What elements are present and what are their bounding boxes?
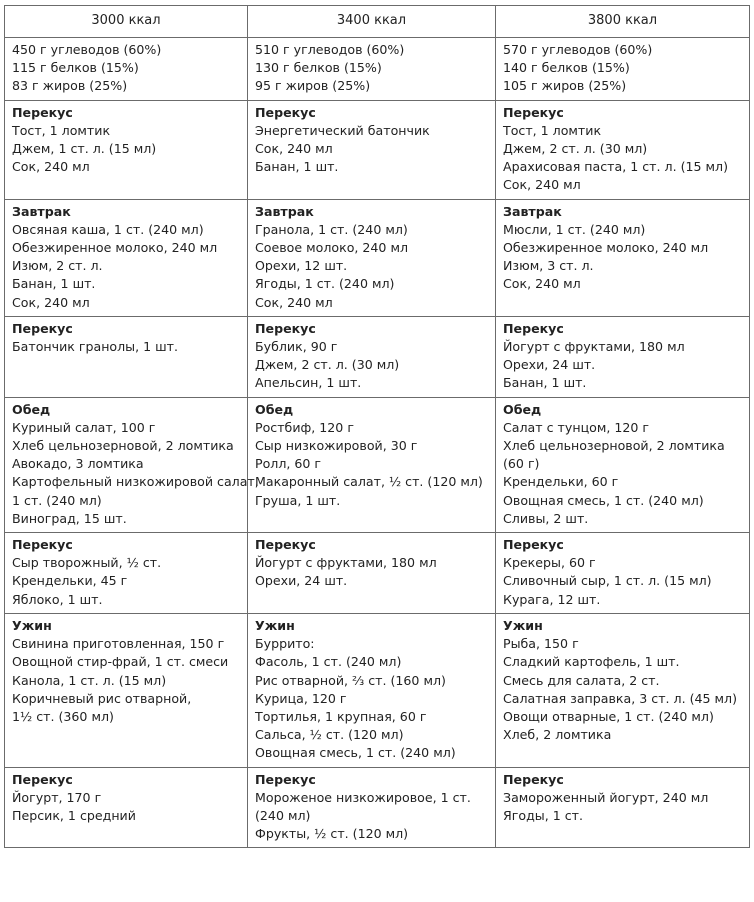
cell-snack-3-col2 — [248, 533, 496, 614]
food-item: Овощная смесь, 1 ст. (240 мл) — [255, 745, 456, 761]
food-item: Тост, 1 ломтик — [503, 122, 602, 138]
meal-title: Завтрак — [12, 203, 71, 219]
food-item: Овощной стир-фрай, 1 ст. смеси — [12, 654, 229, 670]
meal-title: Перекус — [255, 104, 316, 120]
header-3400-kcal: 3400 ккал — [248, 6, 496, 38]
food-item: Тост, 1 ломтик — [12, 122, 111, 138]
cell-snack-3-col1 — [5, 533, 248, 614]
food-item: Крекеры, 60 г — [503, 555, 596, 571]
meal-plan-table — [4, 5, 750, 848]
food-item: 1 ст. (240 мл) — [12, 492, 102, 508]
row-snack-4 — [5, 767, 750, 848]
food-item: Макаронный салат, ½ ст. (120 мл) — [255, 474, 483, 490]
row-macros — [5, 38, 750, 101]
food-item: Энергетический батончик — [255, 122, 430, 138]
food-item: Джем, 2 ст. л. (30 мл) — [503, 141, 648, 157]
food-item: Крендельки, 45 г — [12, 573, 128, 589]
food-item: Крендельки, 60 г — [503, 474, 619, 490]
food-item: Курица, 120 г — [255, 690, 347, 706]
food-item: Соевое молоко, 240 мл — [255, 240, 408, 256]
meal-title: Перекус — [12, 537, 73, 553]
food-item: Коричневый рис отварной, — [12, 690, 192, 706]
food-item: Арахисовая паста, 1 ст. л. (15 мл) — [503, 159, 728, 175]
food-item: Изюм, 3 ст. л. — [503, 258, 594, 274]
food-item: Сок, 240 мл — [503, 177, 581, 193]
cell-snack-1-col2 — [248, 100, 496, 199]
cell-macros-col1 — [5, 38, 248, 101]
food-item: Сок, 240 мл — [255, 294, 333, 310]
food-item: Сок, 240 мл — [503, 276, 581, 292]
food-item: Хлеб цельнозерновой, 2 ломтика — [503, 438, 725, 454]
food-item: Сок, 240 мл — [12, 159, 90, 175]
food-item: Рис отварной, ⅔ ст. (160 мл) — [255, 672, 446, 688]
food-item: Тортилья, 1 крупная, 60 г — [255, 708, 427, 724]
food-item: Банан, 1 шт. — [12, 276, 96, 292]
food-item: (60 г) — [503, 456, 540, 472]
food-item: Рыба, 150 г — [503, 636, 579, 652]
cell-snack-4-col1 — [5, 767, 248, 848]
meal-title: Перекус — [255, 320, 316, 336]
food-item: Виноград, 15 шт. — [12, 510, 127, 526]
food-item: Орехи, 12 шт. — [255, 258, 348, 274]
meal-title: Перекус — [12, 104, 73, 120]
cell-snack-1-col3 — [496, 100, 750, 199]
header-3800-kcal: 3800 ккал — [496, 6, 750, 38]
food-item: Йогурт с фруктами, 180 мл — [503, 339, 685, 355]
cell-snack-1-col1 — [5, 100, 248, 199]
food-item: Изюм, 2 ст. л. — [12, 258, 103, 274]
cell-breakfast-col1 — [5, 199, 248, 316]
food-item: 1½ ст. (360 мл) — [12, 708, 114, 724]
food-item: Сладкий картофель, 1 шт. — [503, 654, 680, 670]
meal-title: Перекус — [503, 537, 564, 553]
food-item: Свинина приготовленная, 150 г — [12, 636, 225, 652]
food-item: Смесь для салата, 2 ст. — [503, 672, 660, 688]
meal-title: Перекус — [12, 771, 73, 787]
food-item: Ростбиф, 120 г — [255, 419, 354, 435]
row-breakfast — [5, 199, 750, 316]
meal-title: Завтрак — [503, 203, 562, 219]
food-item: Гранола, 1 ст. (240 мл) — [255, 221, 408, 237]
meal-plan-body — [5, 38, 750, 848]
cell-snack-4-col3 — [496, 767, 750, 848]
food-item: Сыр низкожировой, 30 г — [255, 438, 418, 454]
food-item: Овощи отварные, 1 ст. (240 мл) — [503, 708, 714, 724]
food-item: Сыр творожный, ½ ст. — [12, 555, 162, 571]
cell-snack-2-col2 — [248, 316, 496, 397]
food-item: Салатная заправка, 3 ст. л. (45 мл) — [503, 690, 737, 706]
food-item: 140 г белков (15%) — [503, 60, 630, 76]
cell-lunch-col2 — [248, 397, 496, 532]
food-item: Канола, 1 ст. л. (15 мл) — [12, 672, 167, 688]
food-item: Бублик, 90 г — [255, 339, 338, 355]
food-item: Сальса, ½ ст. (120 мл) — [255, 727, 404, 743]
row-snack-1 — [5, 100, 750, 199]
food-item: Орехи, 24 шт. — [255, 573, 348, 589]
food-item: Буррито: — [255, 636, 315, 652]
food-item: 95 г жиров (25%) — [255, 78, 371, 94]
cell-snack-2-col3 — [496, 316, 750, 397]
food-item: Ягоды, 1 ст. — [503, 807, 584, 823]
food-item: 450 г углеводов (60%) — [12, 42, 162, 57]
food-item: (240 мл) — [255, 807, 311, 823]
food-item: Авокадо, 3 ломтика — [12, 456, 144, 472]
food-item: Орехи, 24 шт. — [503, 357, 596, 373]
food-item: Йогурт с фруктами, 180 мл — [255, 555, 437, 571]
food-item: Ягоды, 1 ст. (240 мл) — [255, 276, 395, 292]
header-row — [5, 6, 750, 38]
food-item: Банан, 1 шт. — [503, 375, 587, 391]
food-item: Мюсли, 1 ст. (240 мл) — [503, 221, 646, 237]
food-item: Овощная смесь, 1 ст. (240 мл) — [503, 492, 704, 508]
food-item: Джем, 1 ст. л. (15 мл) — [12, 141, 157, 157]
food-item: Овсяная каша, 1 ст. (240 мл) — [12, 221, 204, 237]
food-item: Йогурт, 170 г — [12, 789, 102, 805]
cell-lunch-col1 — [5, 397, 259, 532]
meal-title: Ужин — [503, 617, 543, 633]
food-item: Джем, 2 ст. л. (30 мл) — [255, 357, 400, 373]
meal-title: Ужин — [12, 617, 52, 633]
food-item: Обезжиренное молоко, 240 мл — [503, 240, 709, 256]
food-item: Банан, 1 шт. — [255, 159, 339, 175]
food-item: Курага, 12 шт. — [503, 591, 601, 607]
food-item: Сок, 240 мл — [12, 294, 90, 310]
cell-breakfast-col3 — [496, 199, 750, 316]
food-item: 570 г углеводов (60%) — [503, 42, 653, 57]
food-item: Салат с тунцом, 120 г — [503, 419, 650, 435]
cell-snack-4-col2 — [248, 767, 496, 848]
meal-title: Перекус — [503, 320, 564, 336]
food-item: 130 г белков (15%) — [255, 60, 382, 76]
meal-title: Перекус — [255, 771, 316, 787]
food-item: Обезжиренное молоко, 240 мл — [12, 240, 218, 256]
meal-title: Обед — [12, 401, 51, 417]
food-item: 510 г углеводов (60%) — [255, 42, 405, 57]
meal-title: Завтрак — [255, 203, 314, 219]
food-item: 83 г жиров (25%) — [12, 78, 128, 94]
food-item: Фрукты, ½ ст. (120 мл) — [255, 826, 409, 842]
food-item: Ролл, 60 г — [255, 456, 322, 472]
meal-title: Перекус — [503, 104, 564, 120]
cell-macros-col2 — [248, 38, 496, 101]
row-lunch — [5, 397, 750, 532]
food-item: Хлеб, 2 ломтика — [503, 727, 612, 743]
cell-dinner-col1 — [5, 613, 248, 767]
food-item: Персик, 1 средний — [12, 807, 136, 823]
meal-title: Обед — [503, 401, 542, 417]
meal-title: Перекус — [255, 537, 316, 553]
food-item: Сливы, 2 шт. — [503, 510, 589, 526]
food-item: Яблоко, 1 шт. — [12, 591, 103, 607]
food-item: Мороженое низкожировое, 1 ст. — [255, 789, 471, 805]
cell-lunch-col3 — [496, 397, 750, 532]
cell-breakfast-col2 — [248, 199, 496, 316]
food-item: Куриный салат, 100 г — [12, 419, 156, 435]
cell-dinner-col2 — [248, 613, 496, 767]
food-item: Груша, 1 шт. — [255, 492, 341, 508]
meal-title: Обед — [255, 401, 294, 417]
food-item: Апельсин, 1 шт. — [255, 375, 362, 391]
cell-macros-col3 — [496, 38, 750, 101]
food-item: Фасоль, 1 ст. (240 мл) — [255, 654, 402, 670]
food-item: 105 г жиров (25%) — [503, 78, 627, 94]
food-item: Картофельный низкожировой салат, — [12, 474, 259, 490]
row-snack-3 — [5, 533, 750, 614]
row-dinner — [5, 613, 750, 767]
food-item: Хлеб цельнозерновой, 2 ломтика — [12, 438, 234, 454]
food-item: Сливочный сыр, 1 ст. л. (15 мл) — [503, 573, 712, 589]
food-item: Сок, 240 мл — [255, 141, 333, 157]
cell-dinner-col3 — [496, 613, 750, 767]
food-item: Замороженный йогурт, 240 мл — [503, 789, 709, 805]
cell-snack-3-col3 — [496, 533, 750, 614]
row-snack-2 — [5, 316, 750, 397]
meal-title: Перекус — [503, 771, 564, 787]
food-item: Батончик гранолы, 1 шт. — [12, 339, 179, 355]
meal-title: Перекус — [12, 320, 73, 336]
meal-title: Ужин — [255, 617, 295, 633]
cell-snack-2-col1 — [5, 316, 248, 397]
header-3000-kcal: 3000 ккал — [5, 6, 248, 38]
food-item: 115 г белков (15%) — [12, 60, 139, 76]
